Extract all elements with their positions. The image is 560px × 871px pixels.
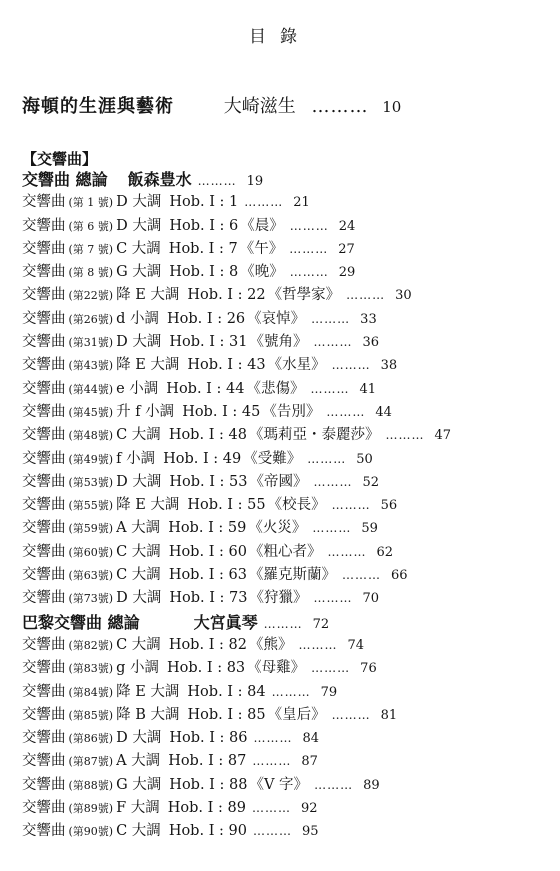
symphony-number: (第73號) <box>68 592 114 606</box>
symphony-number: (第48號) <box>68 429 114 443</box>
symphony-key: C 大調 <box>116 427 161 444</box>
hoboken-number: Hob. I : 7 <box>168 240 238 257</box>
symphony-nickname: 《瑪莉亞・泰麗莎》 <box>248 427 380 444</box>
page-number: 95 <box>301 824 319 840</box>
toc-entry[interactable] <box>22 331 552 354</box>
page-number: 79 <box>320 684 338 700</box>
symphony-key: A 大調 <box>116 520 161 537</box>
hoboken-number: Hob. I : 83 <box>167 660 246 677</box>
leader-dots: ……… <box>271 684 311 699</box>
symphony-number: (第86號) <box>68 732 114 746</box>
leader-dots: ……… <box>252 754 292 769</box>
page-number: 47 <box>434 428 452 444</box>
hoboken-number: Hob. I : 53 <box>169 473 248 490</box>
page-number: 33 <box>360 311 377 327</box>
entry-lead: 交響曲 <box>22 473 66 490</box>
symphony-key: D 大調 <box>116 217 162 234</box>
symphony-key: D 大調 <box>116 194 162 211</box>
symphony-key: D 大調 <box>116 473 162 490</box>
heading-author: 大宮眞琴 <box>193 612 258 632</box>
symphony-nickname: 《羅克斯蘭》 <box>248 567 336 584</box>
toc-entry[interactable] <box>22 284 552 307</box>
symphony-nickname: 《熊》 <box>248 636 293 653</box>
symphony-key: C 大調 <box>116 823 161 840</box>
symphony-number: (第84號) <box>68 685 114 699</box>
page-number: 24 <box>338 218 356 234</box>
symphony-key: 升 f 小調 <box>116 403 175 420</box>
symphony-number: (第44號) <box>68 382 114 396</box>
toc-entry[interactable] <box>22 191 552 214</box>
page-number: 44 <box>375 404 392 420</box>
hoboken-number: Hob. I : 45 <box>182 403 261 420</box>
symphony-nickname: 《粗心者》 <box>248 543 322 560</box>
symphony-nickname: 《號角》 <box>249 334 308 351</box>
toc-entry[interactable] <box>22 401 552 424</box>
symphony-number: (第59號) <box>68 522 114 536</box>
symphony-nickname: 《悲傷》 <box>246 380 305 397</box>
symphony-key: C 大調 <box>116 240 161 257</box>
symphony-number: (第63號) <box>68 569 114 583</box>
entry-lead: 交響曲 <box>22 590 66 607</box>
toc-entry[interactable] <box>22 448 552 471</box>
entry-lead: 交響曲 <box>22 753 66 770</box>
leader-dots: ……… <box>313 335 353 350</box>
hoboken-number: Hob. I : 84 <box>187 683 266 700</box>
hoboken-number: Hob. I : 48 <box>168 427 247 444</box>
leader-dots: ……… <box>311 311 351 326</box>
leader-dots: ……… <box>244 195 284 210</box>
entry-lead: 交響曲 <box>22 357 66 374</box>
leader-dots: ……… <box>331 707 371 722</box>
leader-dots: ……… <box>331 358 371 373</box>
leader-dots: ……… <box>313 474 353 489</box>
page-number: 30 <box>395 288 412 304</box>
essay-author: 大崎滋生 <box>223 96 296 117</box>
hoboken-number: Hob. I : 43 <box>187 357 266 374</box>
symphony-nickname: 《V 字》 <box>249 776 309 793</box>
symphony-nickname: 《校長》 <box>267 497 326 514</box>
leader-dots: ……… <box>331 498 371 513</box>
page-number: 72 <box>312 616 330 632</box>
toc-heading[interactable] <box>22 611 552 634</box>
heading-title: 交響曲 總論 <box>22 170 108 189</box>
page-number: 27 <box>338 241 355 257</box>
toc-list <box>22 168 552 844</box>
page-number: 36 <box>362 335 380 351</box>
symphony-key: D 大調 <box>116 730 162 747</box>
hoboken-number: Hob. I : 85 <box>187 706 266 723</box>
hoboken-number: Hob. I : 31 <box>169 334 248 351</box>
entry-lead: 交響曲 <box>22 543 66 560</box>
symphony-key: g 小調 <box>116 660 159 677</box>
symphony-number: (第87號) <box>68 755 114 769</box>
toc-entry[interactable] <box>22 261 552 284</box>
leader-dots: ……… <box>298 637 338 652</box>
symphony-key: D 大調 <box>116 334 162 351</box>
heading-title: 巴黎交響曲 總論 <box>22 612 140 632</box>
symphony-number: (第82號) <box>68 638 114 652</box>
toc-entry[interactable] <box>22 308 552 331</box>
symphony-key: A 大調 <box>116 753 161 770</box>
symphony-number: (第85號) <box>68 708 114 722</box>
symphony-key: 降 E 大調 <box>116 357 180 374</box>
entry-lead: 交響曲 <box>22 636 66 653</box>
entry-lead: 交響曲 <box>22 194 66 211</box>
toc-entry[interactable] <box>22 797 552 820</box>
symphony-number: (第 8 號) <box>68 266 114 280</box>
symphony-number: (第88號) <box>68 778 114 792</box>
leader-dots: ……… <box>289 265 329 280</box>
page-number: 89 <box>363 777 380 793</box>
essay-entry[interactable] <box>22 92 540 118</box>
toc-entry[interactable] <box>22 681 552 704</box>
toc-entry[interactable] <box>22 215 552 238</box>
symphony-number: (第49號) <box>68 452 114 466</box>
hoboken-number: Hob. I : 6 <box>169 217 239 234</box>
symphony-nickname: 《哲學家》 <box>267 287 341 304</box>
hoboken-number: Hob. I : 55 <box>187 497 266 514</box>
toc-entry[interactable] <box>22 750 552 773</box>
symphony-nickname: 《哀悼》 <box>247 310 306 327</box>
symphony-nickname: 《晚》 <box>240 264 284 281</box>
symphony-nickname: 《水星》 <box>267 357 326 374</box>
entry-lead: 交響曲 <box>22 450 66 467</box>
symphony-nickname: 《狩獵》 <box>249 590 308 607</box>
toc-entry[interactable] <box>22 634 552 657</box>
hoboken-number: Hob. I : 73 <box>169 590 248 607</box>
entry-lead: 交響曲 <box>22 334 66 351</box>
page-number: 70 <box>362 591 380 607</box>
symphony-number: (第89號) <box>68 802 114 816</box>
leader-dots: ……… <box>326 404 366 419</box>
page-number: 50 <box>356 451 373 467</box>
page-number: 21 <box>293 195 310 211</box>
entry-lead: 交響曲 <box>22 497 66 514</box>
leader-dots: ……… <box>312 521 352 536</box>
entry-lead: 交響曲 <box>22 403 66 420</box>
leader-dots: ……… <box>310 381 350 396</box>
page-number: 66 <box>390 568 408 584</box>
page-number: 76 <box>360 661 377 677</box>
page-number: 38 <box>380 358 398 374</box>
toc-entry[interactable] <box>22 774 552 797</box>
hoboken-number: Hob. I : 8 <box>169 264 239 281</box>
symphony-number: (第 6 號) <box>68 219 114 233</box>
toc-entry[interactable] <box>22 517 552 540</box>
toc-entry[interactable] <box>22 587 552 610</box>
entry-lead: 交響曲 <box>22 380 66 397</box>
toc-heading[interactable] <box>22 168 552 191</box>
entry-lead: 交響曲 <box>22 660 66 677</box>
hoboken-number: Hob. I : 82 <box>168 636 247 653</box>
entry-lead: 交響曲 <box>22 264 66 281</box>
page-number: 56 <box>380 498 398 514</box>
page-number: 62 <box>376 544 394 560</box>
leader-dots: ……… <box>289 241 329 256</box>
entry-lead: 交響曲 <box>22 776 66 793</box>
toc-entry[interactable] <box>22 657 552 680</box>
entry-lead: 交響曲 <box>22 427 66 444</box>
page-number: 41 <box>359 381 377 397</box>
entry-lead: 交響曲 <box>22 520 66 537</box>
leader-dots: ……… <box>197 174 237 188</box>
entry-lead: 交響曲 <box>22 823 66 840</box>
symphony-nickname: 《火災》 <box>248 520 307 537</box>
leader-dots: ……… <box>289 218 329 233</box>
symphony-key: d 小調 <box>116 310 159 327</box>
hoboken-number: Hob. I : 49 <box>163 450 242 467</box>
symphony-key: 降 E 大調 <box>116 497 180 514</box>
page-number: 52 <box>362 474 380 490</box>
toc-entry[interactable] <box>22 541 552 564</box>
leader-dots: ……… <box>307 451 347 466</box>
entry-lead: 交響曲 <box>22 683 66 700</box>
symphony-key: G 大調 <box>116 776 162 793</box>
symphony-nickname: 《母雞》 <box>247 660 306 677</box>
symphony-number: (第 7 號) <box>68 242 114 256</box>
symphony-number: (第22號) <box>68 289 114 303</box>
hoboken-number: Hob. I : 90 <box>168 823 247 840</box>
symphony-key: C 大調 <box>116 543 161 560</box>
symphony-nickname: 《告別》 <box>262 403 321 420</box>
page-number: 59 <box>361 521 378 537</box>
page-title: 目錄 <box>249 27 311 47</box>
symphony-key: G 大調 <box>116 264 162 281</box>
page-number: 81 <box>380 707 398 723</box>
leader-dots: ……… <box>341 568 381 583</box>
toc-entry[interactable] <box>22 820 552 843</box>
toc-entry[interactable] <box>22 704 552 727</box>
symphony-number: (第90號) <box>68 825 114 839</box>
symphony-key: D 大調 <box>116 590 162 607</box>
leader-dots: ……… <box>251 801 291 816</box>
symphony-nickname: 《午》 <box>239 240 284 257</box>
symphony-number: (第31號) <box>68 336 114 350</box>
symphony-nickname: 《晨》 <box>240 217 284 234</box>
page-number: 92 <box>300 801 318 817</box>
hoboken-number: Hob. I : 89 <box>167 800 246 817</box>
page-number: 29 <box>338 265 356 281</box>
entry-lead: 交響曲 <box>22 217 66 234</box>
hoboken-number: Hob. I : 59 <box>168 520 247 537</box>
leader-dots: ……… <box>253 731 293 746</box>
toc-entry[interactable] <box>22 424 552 447</box>
leader-dots: ……… <box>313 591 353 606</box>
symphony-key: F 大調 <box>116 800 160 817</box>
leader-dots: ……… <box>252 824 292 839</box>
symphony-nickname: 《受難》 <box>243 450 302 467</box>
toc-entry[interactable] <box>22 494 552 517</box>
symphony-number: (第83號) <box>68 662 114 676</box>
entry-lead: 交響曲 <box>22 706 66 723</box>
entry-lead: 交響曲 <box>22 310 66 327</box>
hoboken-number: Hob. I : 63 <box>168 567 247 584</box>
toc-entry[interactable] <box>22 354 552 377</box>
leader-dots: ……… <box>263 616 303 631</box>
symphony-number: (第60號) <box>68 545 114 559</box>
leader-dots: ……… <box>311 96 369 117</box>
symphony-nickname: 《帝國》 <box>249 473 308 490</box>
heading-author: 飯森豊水 <box>127 170 192 189</box>
entry-lead: 交響曲 <box>22 800 66 817</box>
symphony-number: (第53號) <box>68 475 114 489</box>
symphony-key: C 大調 <box>116 636 161 653</box>
toc-entry[interactable] <box>22 727 552 750</box>
symphony-nickname: 《皇后》 <box>267 706 326 723</box>
toc-entry[interactable] <box>22 564 552 587</box>
symphony-number: (第 1 號) <box>68 196 114 210</box>
entry-lead: 交響曲 <box>22 730 66 747</box>
entry-lead: 交響曲 <box>22 567 66 584</box>
essay-title: 海頓的生涯與藝術 <box>22 96 174 117</box>
section-label: 【交響曲】 <box>22 150 98 168</box>
leader-dots: ……… <box>346 288 386 303</box>
hoboken-number: Hob. I : 87 <box>168 753 247 770</box>
toc-entry[interactable] <box>22 238 552 261</box>
leader-dots: ……… <box>311 661 351 676</box>
toc-entry[interactable] <box>22 471 552 494</box>
symphony-number: (第45號) <box>68 405 114 419</box>
symphony-key: 降 B 大調 <box>116 706 180 723</box>
hoboken-number: Hob. I : 26 <box>167 310 246 327</box>
hoboken-number: Hob. I : 44 <box>166 380 245 397</box>
leader-dots: ……… <box>327 544 367 559</box>
page-number: 74 <box>347 637 365 653</box>
symphony-number: (第43號) <box>68 359 114 373</box>
symphony-key: e 小調 <box>116 380 159 397</box>
page-number: 19 <box>246 174 264 189</box>
symphony-key: 降 E 大調 <box>116 683 180 700</box>
page-number: 10 <box>382 98 402 116</box>
leader-dots: ……… <box>314 777 354 792</box>
hoboken-number: Hob. I : 88 <box>169 776 248 793</box>
symphony-key: C 大調 <box>116 567 161 584</box>
page-number: 87 <box>301 754 318 770</box>
symphony-number: (第26號) <box>68 312 114 326</box>
symphony-key: f 小調 <box>116 450 156 467</box>
toc-entry[interactable] <box>22 378 552 401</box>
entry-lead: 交響曲 <box>22 287 66 304</box>
leader-dots: ……… <box>385 428 425 443</box>
hoboken-number: Hob. I : 86 <box>169 730 248 747</box>
symphony-number: (第55號) <box>68 499 114 513</box>
symphony-key: 降 E 大調 <box>116 287 180 304</box>
page-number: 84 <box>302 731 320 747</box>
hoboken-number: Hob. I : 22 <box>187 287 266 304</box>
hoboken-number: Hob. I : 1 <box>169 194 239 211</box>
hoboken-number: Hob. I : 60 <box>168 543 247 560</box>
entry-lead: 交響曲 <box>22 240 66 257</box>
